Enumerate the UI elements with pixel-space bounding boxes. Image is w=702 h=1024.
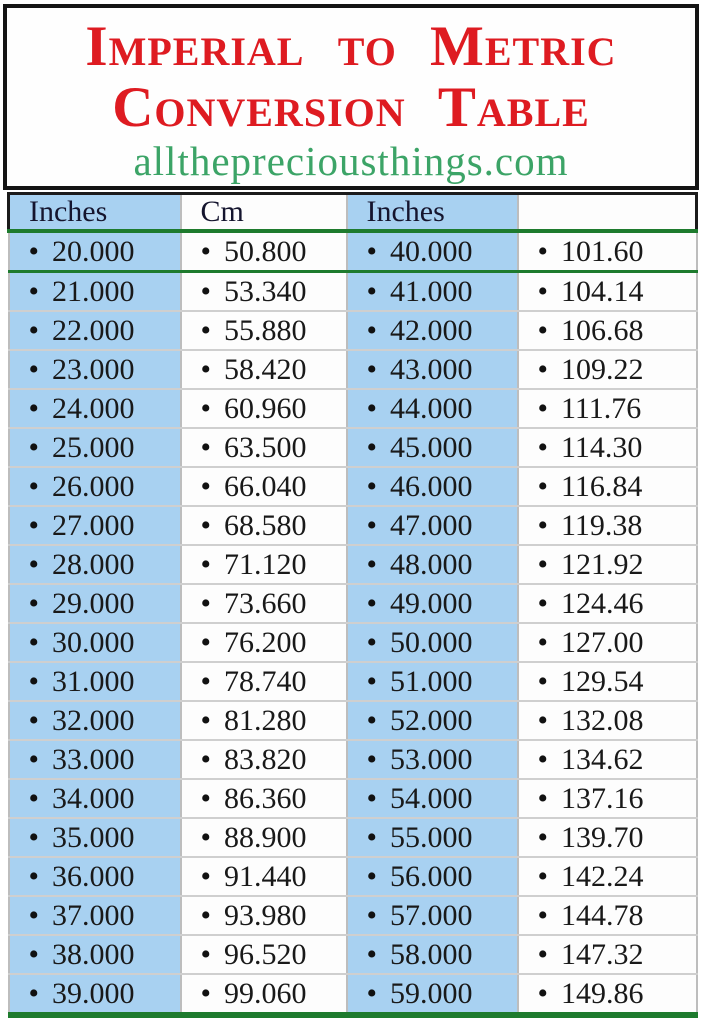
bullet-icon: • (366, 352, 378, 386)
table-row (9, 311, 697, 350)
bullet-icon: • (28, 937, 40, 971)
bullet-icon: • (28, 781, 40, 815)
bullet-icon: • (200, 898, 212, 932)
bullet-icon: • (537, 742, 549, 776)
bullet-icon: • (28, 625, 40, 659)
cell-cm-right: • 111.76 (518, 389, 697, 428)
bullet-icon: • (537, 508, 549, 542)
cell-cm-right: • 137.16 (518, 779, 697, 818)
bullet-icon: • (366, 313, 378, 347)
bullet-icon: • (200, 313, 212, 347)
bullet-icon: • (537, 313, 549, 347)
cell-cm-right: • 119.38 (518, 506, 697, 545)
table-row (9, 389, 697, 428)
bullet-icon: • (366, 781, 378, 815)
cell-inches-right: • 41.000 (347, 272, 518, 312)
bullet-icon: • (366, 234, 378, 268)
cell-cm-left: • 78.740 (181, 662, 347, 701)
cell-cm-right: • 142.24 (518, 857, 697, 896)
bullet-icon: • (537, 469, 549, 503)
cell-cm-left: • 81.280 (181, 701, 347, 740)
cell-cm-left: • 66.040 (181, 467, 347, 506)
cell-cm-right: • 139.70 (518, 818, 697, 857)
bullet-icon: • (366, 274, 378, 308)
bullet-icon: • (200, 742, 212, 776)
cell-cm-left: • 53.340 (181, 272, 347, 312)
cell-cm-right: • 109.22 (518, 350, 697, 389)
cell-inches-right: • 40.000 (347, 231, 518, 272)
cell-cm-right: • 127.00 (518, 623, 697, 662)
cell-cm-left: • 50.800 (181, 231, 347, 272)
cell-cm-left: • 88.900 (181, 818, 347, 857)
table-row (9, 545, 697, 584)
table-row (9, 779, 697, 818)
bullet-icon: • (537, 898, 549, 932)
table-row (9, 935, 697, 974)
cell-inches-left: • 30.000 (9, 623, 181, 662)
table-row (9, 428, 697, 467)
cell-inches-left: • 23.000 (9, 350, 181, 389)
bullet-icon: • (537, 274, 549, 308)
cell-inches-left: • 32.000 (9, 701, 181, 740)
page-title-line-1: Imperial to Metric (85, 15, 617, 78)
cell-cm-left: • 55.880 (181, 311, 347, 350)
cell-cm-left: • 83.820 (181, 740, 347, 779)
title-box (3, 4, 699, 190)
cell-cm-right: • 134.62 (518, 740, 697, 779)
cell-cm-left: • 99.060 (181, 974, 347, 1015)
bullet-icon: • (366, 586, 378, 620)
bullet-icon: • (200, 508, 212, 542)
cell-inches-left: • 39.000 (9, 974, 181, 1015)
cell-cm-left: • 96.520 (181, 935, 347, 974)
page-root (0, 4, 702, 1018)
cell-inches-right: • 44.000 (347, 389, 518, 428)
bullet-icon: • (366, 703, 378, 737)
cell-cm-left: • 73.660 (181, 584, 347, 623)
bullet-icon: • (200, 586, 212, 620)
table-row (9, 896, 697, 935)
cell-cm-right: • 104.14 (518, 272, 697, 312)
cell-cm-right: • 124.46 (518, 584, 697, 623)
conversion-table-body (9, 231, 697, 1015)
bullet-icon: • (28, 234, 40, 268)
bullet-icon: • (366, 391, 378, 425)
cell-inches-left: • 33.000 (9, 740, 181, 779)
bullet-icon: • (28, 352, 40, 386)
bullet-icon: • (28, 391, 40, 425)
bullet-icon: • (366, 742, 378, 776)
cell-cm-right: • 101.60 (518, 231, 697, 272)
table-row (9, 974, 697, 1015)
table-row (9, 506, 697, 545)
page-title-line-2: Conversion Table (112, 76, 590, 139)
cell-inches-right: • 55.000 (347, 818, 518, 857)
bullet-icon: • (200, 430, 212, 464)
cell-inches-left: • 37.000 (9, 896, 181, 935)
cell-inches-left: • 38.000 (9, 935, 181, 974)
bullet-icon: • (366, 547, 378, 581)
bullet-icon: • (537, 586, 549, 620)
cell-inches-right: • 46.000 (347, 467, 518, 506)
cell-cm-left: • 63.500 (181, 428, 347, 467)
bullet-icon: • (200, 976, 212, 1010)
cell-cm-left: • 91.440 (181, 857, 347, 896)
bullet-icon: • (200, 859, 212, 893)
cell-cm-left: • 60.960 (181, 389, 347, 428)
cell-inches-right: • 45.000 (347, 428, 518, 467)
table-row (9, 818, 697, 857)
bullet-icon: • (28, 742, 40, 776)
bullet-icon: • (537, 391, 549, 425)
bullet-icon: • (537, 703, 549, 737)
cell-cm-left: • 86.360 (181, 779, 347, 818)
bullet-icon: • (537, 430, 549, 464)
bullet-icon: • (28, 820, 40, 854)
cell-inches-left: • 27.000 (9, 506, 181, 545)
cell-cm-right: • 106.68 (518, 311, 697, 350)
cell-cm-left: • 93.980 (181, 896, 347, 935)
table-row (9, 662, 697, 701)
bullet-icon: • (28, 547, 40, 581)
bullet-icon: • (366, 664, 378, 698)
cell-inches-left: • 35.000 (9, 818, 181, 857)
cell-inches-right: • 42.000 (347, 311, 518, 350)
conversion-table (7, 192, 698, 1018)
cell-cm-right: • 147.32 (518, 935, 697, 974)
bullet-icon: • (200, 234, 212, 268)
bullet-icon: • (366, 508, 378, 542)
cell-cm-right: • 144.78 (518, 896, 697, 935)
bullet-icon: • (28, 859, 40, 893)
bullet-icon: • (28, 898, 40, 932)
table-row (9, 467, 697, 506)
cell-inches-right: • 52.000 (347, 701, 518, 740)
cell-inches-right: • 53.000 (347, 740, 518, 779)
bullet-icon: • (537, 976, 549, 1010)
table-row (9, 740, 697, 779)
bullet-icon: • (28, 274, 40, 308)
bullet-icon: • (28, 586, 40, 620)
cell-cm-right: • 114.30 (518, 428, 697, 467)
bullet-icon: • (28, 508, 40, 542)
cell-inches-left: • 22.000 (9, 311, 181, 350)
cell-inches-left: • 24.000 (9, 389, 181, 428)
bullet-icon: • (537, 664, 549, 698)
bullet-icon: • (200, 664, 212, 698)
cell-inches-right: • 54.000 (347, 779, 518, 818)
cell-inches-left: • 26.000 (9, 467, 181, 506)
bullet-icon: • (200, 703, 212, 737)
bullet-icon: • (537, 547, 549, 581)
bullet-icon: • (200, 469, 212, 503)
bullet-icon: • (200, 352, 212, 386)
bullet-icon: • (366, 898, 378, 932)
bullet-icon: • (366, 976, 378, 1010)
bullet-icon: • (366, 469, 378, 503)
bullet-icon: • (200, 781, 212, 815)
cell-cm-right: • 149.86 (518, 974, 697, 1015)
cell-cm-right: • 121.92 (518, 545, 697, 584)
bullet-icon: • (28, 976, 40, 1010)
cell-inches-right: • 49.000 (347, 584, 518, 623)
cell-inches-left: • 25.000 (9, 428, 181, 467)
cell-inches-left: • 36.000 (9, 857, 181, 896)
table-row (9, 272, 697, 312)
bullet-icon: • (537, 937, 549, 971)
bullet-icon: • (200, 391, 212, 425)
bullet-icon: • (28, 664, 40, 698)
bullet-icon: • (537, 859, 549, 893)
column-header-cm-left: Cm (181, 194, 347, 232)
cell-inches-right: • 57.000 (347, 896, 518, 935)
bullet-icon: • (200, 937, 212, 971)
cell-inches-left: • 21.000 (9, 272, 181, 312)
bullet-icon: • (366, 625, 378, 659)
cell-inches-left: • 28.000 (9, 545, 181, 584)
bullet-icon: • (28, 313, 40, 347)
bullet-icon: • (200, 625, 212, 659)
table-row (9, 350, 697, 389)
cell-inches-right: • 43.000 (347, 350, 518, 389)
cell-inches-left: • 34.000 (9, 779, 181, 818)
bullet-icon: • (537, 352, 549, 386)
table-row (9, 231, 697, 272)
cell-inches-left: • 29.000 (9, 584, 181, 623)
cell-cm-right: • 129.54 (518, 662, 697, 701)
cell-inches-left: • 20.000 (9, 231, 181, 272)
cell-inches-right: • 51.000 (347, 662, 518, 701)
website-url: allthepreciousthings.com (133, 138, 569, 184)
bullet-icon: • (366, 430, 378, 464)
table-row (9, 623, 697, 662)
cell-cm-left: • 58.420 (181, 350, 347, 389)
table-header-row (9, 194, 697, 232)
bullet-icon: • (537, 781, 549, 815)
bullet-icon: • (200, 547, 212, 581)
column-header-cm-right (518, 194, 697, 232)
bullet-icon: • (366, 937, 378, 971)
cell-cm-right: • 132.08 (518, 701, 697, 740)
cell-inches-right: • 58.000 (347, 935, 518, 974)
cell-inches-right: • 50.000 (347, 623, 518, 662)
cell-inches-right: • 59.000 (347, 974, 518, 1015)
bullet-icon: • (537, 625, 549, 659)
cell-inches-right: • 47.000 (347, 506, 518, 545)
table-row (9, 701, 697, 740)
bullet-icon: • (28, 703, 40, 737)
table-row (9, 857, 697, 896)
bullet-icon: • (366, 859, 378, 893)
table-row (9, 584, 697, 623)
bullet-icon: • (537, 234, 549, 268)
bullet-icon: • (200, 820, 212, 854)
bullet-icon: • (366, 820, 378, 854)
cell-inches-left: • 31.000 (9, 662, 181, 701)
bullet-icon: • (537, 820, 549, 854)
bullet-icon: • (28, 469, 40, 503)
cell-cm-left: • 76.200 (181, 623, 347, 662)
column-header-inches-left: Inches (9, 194, 181, 232)
cell-cm-left: • 68.580 (181, 506, 347, 545)
cell-cm-left: • 71.120 (181, 545, 347, 584)
bullet-icon: • (28, 430, 40, 464)
cell-inches-right: • 56.000 (347, 857, 518, 896)
column-header-inches-right: Inches (347, 194, 518, 232)
cell-cm-right: • 116.84 (518, 467, 697, 506)
bullet-icon: • (200, 274, 212, 308)
cell-inches-right: • 48.000 (347, 545, 518, 584)
